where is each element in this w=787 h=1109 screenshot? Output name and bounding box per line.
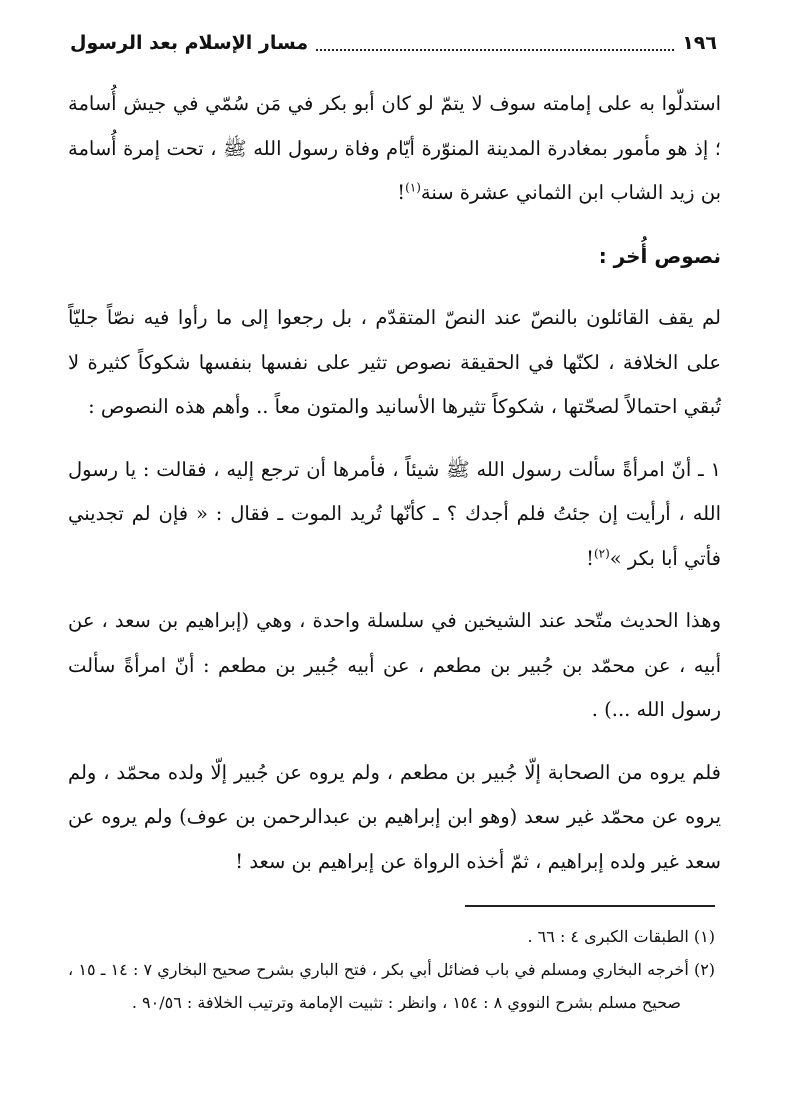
paragraph-1 <box>68 82 721 216</box>
paragraph-5: فلم يروه من الصحابة إلّا جُبير بن مطعم ، ولم يروه عن جُبير إلّا ولده محمّد ، ولم يروه عن محمّد غير سعد (وهو ابن إبراهيم بن عبدالرحمن بن عوف) ولم يروه عن سعد غير ولده إبراهيم ، ثمّ أخذه الرواة عن إبراهيم بن سعد ! <box>68 760 721 873</box>
footnote-ref-1[interactable]: (١) <box>405 180 421 195</box>
page-header <box>70 26 717 60</box>
running-title: مسار الإسلام بعد الرسول <box>70 32 309 54</box>
footnote-ref-2[interactable]: (٢) <box>593 546 610 560</box>
paragraph-3-end: ! <box>586 546 594 570</box>
paragraph-3-text: ١ ـ أنّ امرأةً سألت رسول الله ﷺ شيئاً ، فأمرها أن ترجع إليه ، فقالت : يا رسول الله ، أرأيت إن جئتُ فلم أجدك ؟ ـ كأنّها تُريد الموت ـ فقال : « فإن لم تجديني فأتي أبا بكر » <box>68 457 721 570</box>
paragraph-1-text: استدلّوا به على إمامته سوف لا يتمّ لو كان أبو بكر في مَن سُمّي في جيش أُسامة ؛ إذ هو مأمور بمغادرة المدينة المنوّرة أيّام وفاة رسول الله ﷺ ، تحت إمرة أُسامة بن زيد الشاب ابن الثماني عشرة سنة <box>68 92 721 204</box>
page-number: ١٩٦ <box>682 32 717 54</box>
footnote-divider <box>465 905 715 907</box>
paragraph-1-end: ! <box>397 181 406 204</box>
paragraph-2: لم يقف القائلون بالنصّ عند النصّ المتقدّم ، بل رجعوا إلى ما رأوا فيه نصّاً جليّاً على الخلافة ، لكنّها في الحقيقة نصوص تثير على نفسها بنفسها شكوكاً كثيرة لا تُبقي احتمالاً لصحّتها ، شكوكاً تثيرها الأسانيد والمتون معاً .. وأهم هذه النصوص : <box>68 306 721 418</box>
footnote-2: (٢) أخرجه البخاري ومسلم في باب فضائل أبي بكر ، فتح الباري بشرح صحيح البخاري ٧ : ١٤ ـ ١٥ ، صحيح مسلم بشرح النووي ٨ : ١٥٤ ، وانظر : تثبيت الإمامة وترتيب الخلافة : ٩٠/٥٦ . <box>68 960 716 1012</box>
footnote-1: (١) الطبقات الكبرى ٤ : ٦٦ . <box>527 927 715 946</box>
header-dotted-leader <box>316 35 674 51</box>
footnotes <box>68 920 715 1019</box>
section-heading: نصوص أُخر : <box>598 243 721 268</box>
paragraph-3 <box>68 448 721 582</box>
main-text <box>68 82 721 902</box>
paragraph-4: وهذا الحديث متّحد عند الشيخين في سلسلة واحدة ، وهي (إبراهيم بن سعد ، عن أبيه ، عن محمّد بن جُبير بن مطعم ، عن أبيه جُبير بن مطعم : أنّ امرأةً سألت رسول الله ...) . <box>68 609 721 721</box>
